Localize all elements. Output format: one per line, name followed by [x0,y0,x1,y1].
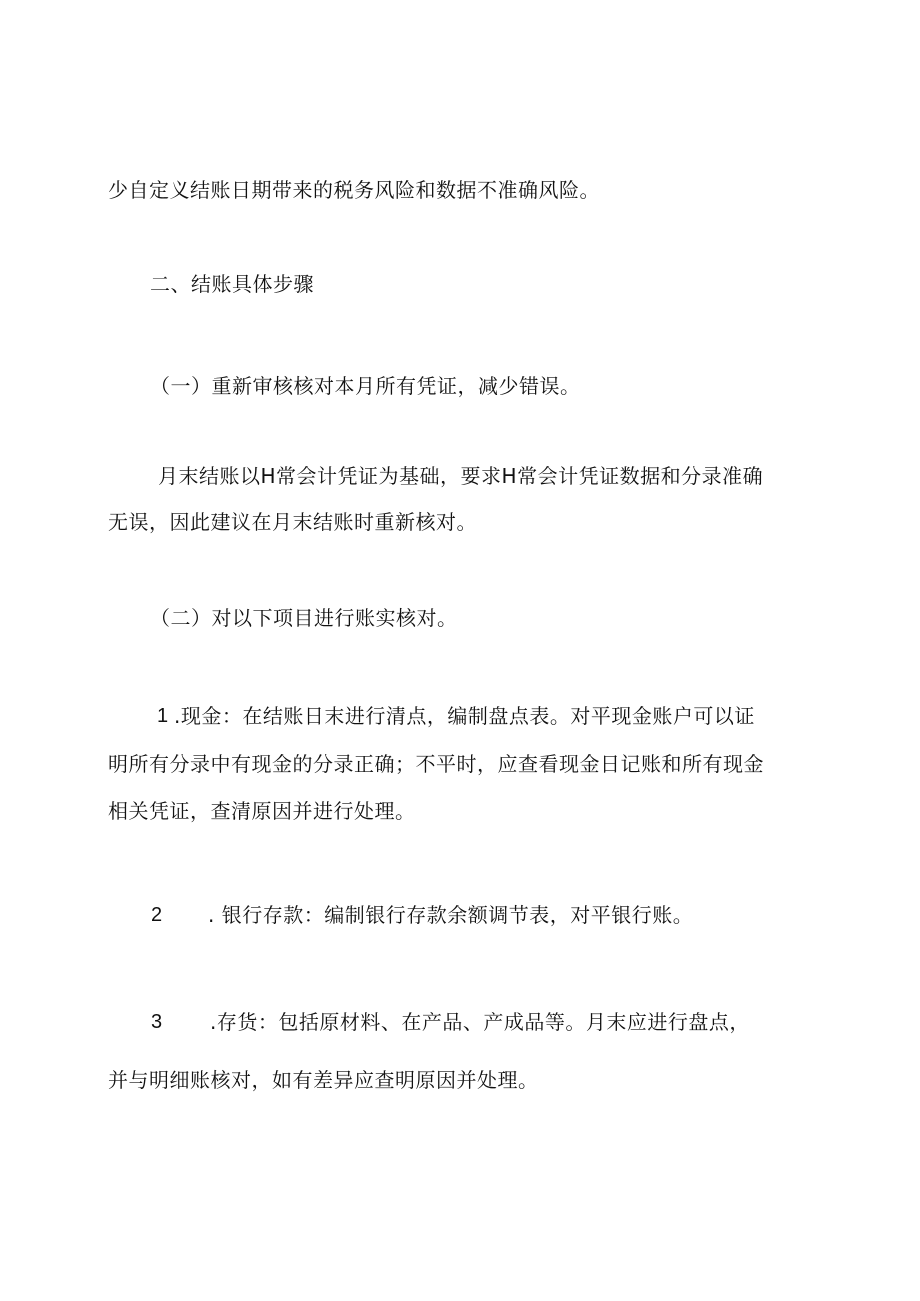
subsection-1-body-line-2: 无误，因此建议在月末结账时重新核对。 [108,510,477,534]
item-1-line-3: 相关凭证，查清原因并进行处理。 [108,799,416,823]
item-3-line-1: .存货：包括原材料、在产品、产成品等。月末应进行盘点， [210,1010,750,1034]
subsection-1-body-line-1: 月末结账以H常会计凭证为基础，要求H常会计凭证数据和分录准确 [158,464,764,488]
item-1-number: 1 [157,705,169,727]
item-3-line-2: 并与明细账核对，如有差异应查明原因并处理。 [108,1068,539,1092]
intro-paragraph-tail: 少自定义结账日期带来的税务风险和数据不准确风险。 [108,178,600,202]
item-3-number: 3 [151,1011,163,1033]
item-2-number: 2 [151,904,163,926]
subsection-2-heading: （二）对以下项目进行账实核对。 [150,606,458,630]
item-1-line-2: 明所有分录中有现金的分录正确；不平时，应查看现金日记账和所有现金 [108,752,764,776]
item-1-line-1: .现金：在结账日末进行清点，编制盘点表。对平现金账户可以证 [174,704,755,728]
subsection-1-heading: （一）重新审核核对本月所有凭证，减少错误。 [150,374,581,398]
section-2-heading: 二、结账具体步骤 [150,272,314,296]
item-2-text: . 银行存款：编制银行存款余额调节表，对平银行账。 [208,903,694,927]
